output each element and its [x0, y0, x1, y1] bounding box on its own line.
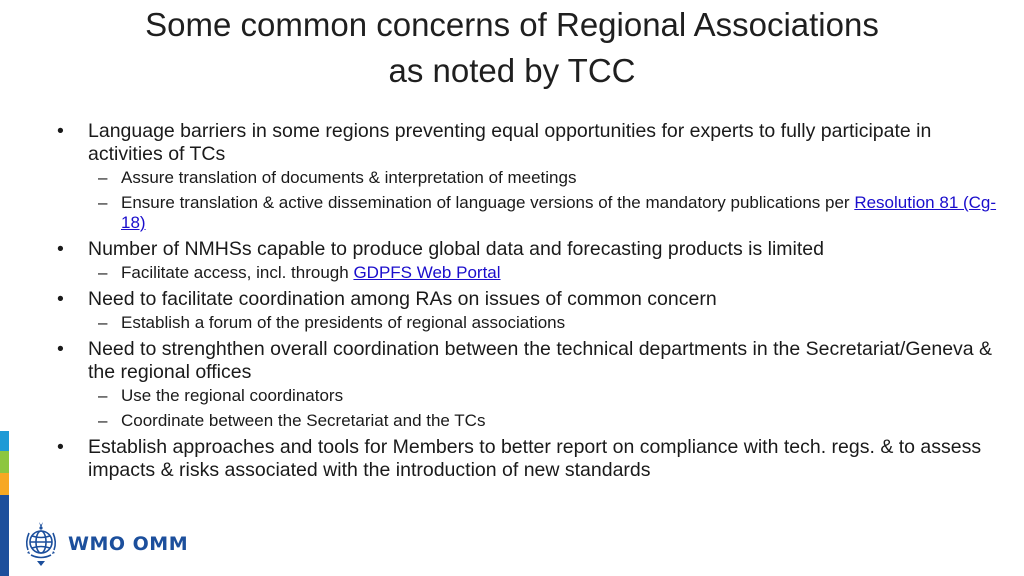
sub-bullet-item — [57, 193, 1007, 233]
stripe-segment-green — [0, 451, 9, 473]
slide-title — [0, 2, 1024, 94]
sub-bullet-item — [57, 168, 1007, 188]
sub-bullet-text: Use the regional coordinators — [121, 386, 344, 405]
dash-marker: – — [98, 168, 108, 187]
dash-marker: – — [98, 313, 108, 332]
bullet-text: Number of NMHSs capable to produce global data and forecasting products is limited — [88, 238, 824, 260]
sub-bullet-text: Assure translation of documents & interpretation of meetings — [121, 168, 577, 187]
sub-bullet-item — [57, 411, 1007, 431]
stripe-segment-navy — [0, 495, 9, 576]
dash-marker: – — [98, 411, 108, 430]
bullet-list — [57, 120, 1007, 484]
bullet-marker: • — [57, 338, 64, 360]
bullet-text: Language barriers in some regions preventing equal opportunities for experts to fully participate in activities of TCs — [88, 120, 932, 165]
dash-marker: – — [98, 386, 108, 405]
wmo-logo — [22, 518, 188, 570]
bullet-text: Need to facilitate coordination among RAs on issues of common concern — [88, 288, 717, 310]
sub-bullet-item — [57, 263, 1007, 283]
bullet-item — [57, 338, 1007, 384]
bullet-text: Need to strenghthen overall coordination between the technical departments in the Secretariat/Geneva & the regional offices — [88, 338, 993, 383]
sub-bullet-item — [57, 386, 1007, 406]
color-stripe — [0, 431, 9, 576]
resolution-81-link[interactable]: Resolution 81 (Cg-18) — [121, 193, 997, 232]
gdpfs-web-portal-link[interactable]: GDPFS Web Portal — [353, 263, 501, 282]
bullet-item — [57, 238, 1007, 261]
dash-marker: – — [98, 263, 108, 282]
bullet-item — [57, 288, 1007, 311]
sub-bullet-text: Ensure translation & active dissemination of language versions of the mandatory publications per — [121, 193, 855, 212]
bullet-marker: • — [57, 288, 64, 310]
bullet-text: Establish approaches and tools for Members to better report on compliance with tech. regs. & to assess impacts & risks associated with the introduction of new standards — [88, 436, 982, 481]
sub-bullet-text: Establish a forum of the presidents of regional associations — [121, 313, 566, 332]
bullet-marker: • — [57, 120, 64, 142]
bullet-item — [57, 436, 1007, 482]
sub-bullet-text: Coordinate between the Secretariat and the TCs — [121, 411, 486, 430]
slide-title-line-2: as noted by TCC — [388, 52, 636, 89]
sub-bullet-text: Facilitate access, incl. through — [121, 263, 354, 282]
sub-bullet-item — [57, 313, 1007, 333]
slide-title-line-1: Some common concerns of Regional Associations — [145, 6, 879, 43]
bullet-marker: • — [57, 238, 64, 260]
stripe-segment-blue — [0, 431, 9, 451]
wmo-emblem-icon — [22, 520, 60, 568]
stripe-segment-orange — [0, 473, 9, 495]
logo-text: WMO OMM — [68, 533, 189, 555]
dash-marker: – — [98, 193, 108, 212]
bullet-marker: • — [57, 436, 64, 458]
bullet-item — [57, 120, 1007, 166]
